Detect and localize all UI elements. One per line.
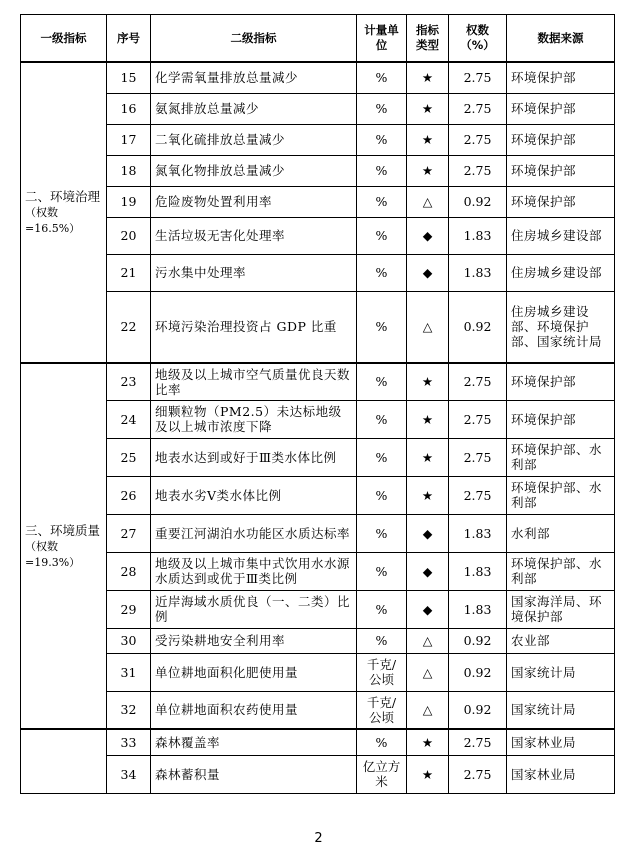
weight-cell: 2.75 [449,363,507,400]
type-cell: △ [407,691,449,729]
unit-cell: % [357,217,407,254]
unit-cell: 亿立方米 [357,755,407,793]
unit-cell: % [357,363,407,400]
source-cell: 环境保护部 [507,400,615,438]
header-unit: 计量单位 [357,15,407,63]
indicator-name: 森林蓄积量 [151,755,357,793]
unit-cell: % [357,291,407,363]
table-row [21,628,615,653]
weight-cell: 2.75 [449,93,507,124]
table-row [21,254,615,291]
weight-cell: 0.92 [449,653,507,691]
header-type: 指标类型 [407,15,449,63]
type-cell: ◆ [407,514,449,552]
unit-cell: % [357,552,407,590]
page-number: 2 [314,831,323,846]
seq-cell: 26 [107,476,151,514]
category-cell [21,363,107,729]
weight-cell: 2.75 [449,755,507,793]
type-cell: ★ [407,476,449,514]
type-cell: ★ [407,400,449,438]
table-row [21,186,615,217]
table-row [21,217,615,254]
indicator-name: 受污染耕地安全利用率 [151,628,357,653]
weight-cell: 2.75 [449,155,507,186]
indicator-name: 污水集中处理率 [151,254,357,291]
indicator-name: 二氧化硫排放总量减少 [151,124,357,155]
source-cell: 农业部 [507,628,615,653]
unit-cell: % [357,124,407,155]
weight-cell: 0.92 [449,628,507,653]
indicator-name: 森林覆盖率 [151,729,357,755]
unit-cell: % [357,400,407,438]
indicator-table [20,14,615,794]
header-weight: 权数（%） [449,15,507,63]
seq-cell: 17 [107,124,151,155]
table-row [21,124,615,155]
seq-cell: 15 [107,62,151,93]
source-cell: 国家海洋局、环境保护部 [507,590,615,628]
weight-cell: 0.92 [449,186,507,217]
weight-cell: 2.75 [449,62,507,93]
unit-cell: % [357,155,407,186]
header-seq: 序号 [107,15,151,63]
source-cell: 国家林业局 [507,755,615,793]
unit-cell: % [357,476,407,514]
unit-cell: % [357,254,407,291]
type-cell: ★ [407,438,449,476]
source-cell: 环境保护部 [507,186,615,217]
table-row [21,476,615,514]
table-row [21,363,615,400]
weight-cell: 1.83 [449,514,507,552]
unit-cell: % [357,186,407,217]
unit-cell: % [357,93,407,124]
category-title: 三、环境质量 [25,522,101,538]
type-cell: △ [407,291,449,363]
indicator-name: 重要江河湖泊水功能区水质达标率 [151,514,357,552]
indicator-name: 地表水劣Ⅴ类水体比例 [151,476,357,514]
table-row [21,691,615,729]
unit-cell: % [357,729,407,755]
header-level1: 一级指标 [21,15,107,63]
source-cell: 环境保护部 [507,124,615,155]
source-cell: 环境保护部 [507,363,615,400]
table-row [21,729,615,755]
seq-cell: 23 [107,363,151,400]
weight-cell: 2.75 [449,729,507,755]
type-cell: △ [407,186,449,217]
seq-cell: 33 [107,729,151,755]
weight-cell: 2.75 [449,400,507,438]
table-row [21,653,615,691]
seq-cell: 20 [107,217,151,254]
table-row [21,438,615,476]
weight-cell: 1.83 [449,590,507,628]
category-cell-empty [21,729,107,793]
seq-cell: 27 [107,514,151,552]
unit-cell: % [357,62,407,93]
unit-cell: 千克/公顷 [357,653,407,691]
type-cell: ◆ [407,217,449,254]
source-cell: 国家统计局 [507,653,615,691]
indicator-name: 生活垃圾无害化处理率 [151,217,357,254]
table-row [21,755,615,793]
indicator-name: 氨氮排放总量减少 [151,93,357,124]
source-cell: 住房城乡建设部 [507,217,615,254]
indicator-name: 地级及以上城市空气质量优良天数比率 [151,363,357,400]
header-row [21,15,615,63]
indicator-name: 化学需氧量排放总量减少 [151,62,357,93]
indicator-name: 地级及以上城市集中式饮用水水源水质达到或优于Ⅲ类比例 [151,552,357,590]
seq-cell: 18 [107,155,151,186]
source-cell: 环境保护部、水利部 [507,476,615,514]
type-cell: ◆ [407,590,449,628]
seq-cell: 16 [107,93,151,124]
type-cell: ★ [407,363,449,400]
indicator-name: 近岸海域水质优良（一、二类）比例 [151,590,357,628]
table-row [21,93,615,124]
seq-cell: 19 [107,186,151,217]
category-weight: （权数=19.3%） [25,539,81,569]
seq-cell: 24 [107,400,151,438]
source-cell: 国家林业局 [507,729,615,755]
header-source: 数据来源 [507,15,615,63]
source-cell: 环境保护部、水利部 [507,552,615,590]
type-cell: ★ [407,93,449,124]
source-cell: 环境保护部、水利部 [507,438,615,476]
seq-cell: 28 [107,552,151,590]
category-weight: （权数=16.5%） [25,206,81,235]
seq-cell: 32 [107,691,151,729]
weight-cell: 1.83 [449,552,507,590]
type-cell: △ [407,653,449,691]
unit-cell: % [357,590,407,628]
weight-cell: 0.92 [449,291,507,363]
type-cell: ★ [407,155,449,186]
table-row [21,552,615,590]
category-cell [21,62,107,363]
weight-cell: 1.83 [449,254,507,291]
unit-cell: % [357,628,407,653]
indicator-name: 环境污染治理投资占 GDP 比重 [151,291,357,363]
table-row [21,590,615,628]
source-cell: 环境保护部 [507,62,615,93]
seq-cell: 34 [107,755,151,793]
seq-cell: 30 [107,628,151,653]
unit-cell: % [357,514,407,552]
weight-cell: 2.75 [449,438,507,476]
weight-cell: 1.83 [449,217,507,254]
indicator-name: 氮氧化物排放总量减少 [151,155,357,186]
table-row [21,155,615,186]
source-cell: 住房城乡建设部 [507,254,615,291]
weight-cell: 2.75 [449,124,507,155]
source-cell: 国家统计局 [507,691,615,729]
category-title: 二、环境治理 [25,189,101,204]
unit-cell: % [357,438,407,476]
indicator-name: 单位耕地面积化肥使用量 [151,653,357,691]
table-row [21,62,615,93]
seq-cell: 25 [107,438,151,476]
weight-cell: 2.75 [449,476,507,514]
type-cell: ★ [407,62,449,93]
type-cell: ★ [407,729,449,755]
type-cell: ★ [407,124,449,155]
header-level2: 二级指标 [151,15,357,63]
indicator-name: 单位耕地面积农药使用量 [151,691,357,729]
source-cell: 环境保护部 [507,93,615,124]
type-cell: ★ [407,755,449,793]
table-row [21,514,615,552]
seq-cell: 29 [107,590,151,628]
type-cell: △ [407,628,449,653]
indicator-name: 危险废物处置利用率 [151,186,357,217]
table-row [21,400,615,438]
seq-cell: 22 [107,291,151,363]
seq-cell: 21 [107,254,151,291]
table-row [21,291,615,363]
unit-cell: 千克/公顷 [357,691,407,729]
type-cell: ◆ [407,552,449,590]
indicator-name: 细颗粒物（PM2.5）未达标地级及以上城市浓度下降 [151,400,357,438]
source-cell: 水利部 [507,514,615,552]
indicator-name: 地表水达到或好于Ⅲ类水体比例 [151,438,357,476]
source-cell: 住房城乡建设部、环境保护部、国家统计局 [507,291,615,363]
seq-cell: 31 [107,653,151,691]
source-cell: 环境保护部 [507,155,615,186]
type-cell: ◆ [407,254,449,291]
weight-cell: 0.92 [449,691,507,729]
